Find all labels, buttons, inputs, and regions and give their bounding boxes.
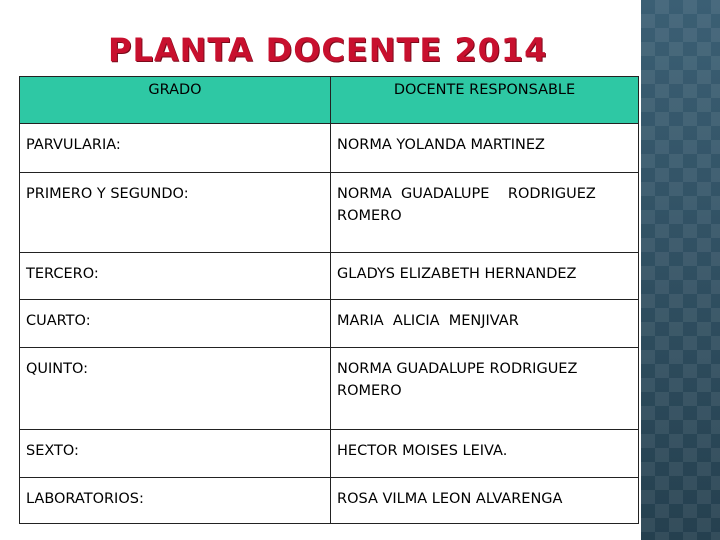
grado-text: PRIMERO Y SEGUNDO: xyxy=(26,186,189,202)
grado-text: SEXTO: xyxy=(26,443,79,459)
docente-text: GLADYS ELIZABETH HERNANDEZ xyxy=(337,266,577,282)
docente-cell xyxy=(331,300,639,348)
table-row xyxy=(20,478,639,524)
grado-cell xyxy=(20,300,331,348)
docente-text: NORMA GUADALUPE RODRIGUEZ ROMERO xyxy=(337,186,596,224)
table-row xyxy=(20,253,639,300)
grado-cell xyxy=(20,253,331,300)
grado-text: QUINTO: xyxy=(26,361,89,377)
grado-text: CUARTO: xyxy=(26,313,91,329)
table-row xyxy=(20,173,639,253)
docente-cell xyxy=(331,173,639,253)
docente-text: MARIA ALICIA MENJIVAR xyxy=(337,313,519,329)
grado-cell xyxy=(20,348,331,430)
docente-cell xyxy=(331,430,639,478)
column-header-grado: GRADO xyxy=(20,77,331,124)
grado-cell xyxy=(20,173,331,253)
grado-cell xyxy=(20,478,331,524)
table-row xyxy=(20,124,639,173)
grado-cell xyxy=(20,124,331,173)
docente-cell xyxy=(331,478,639,524)
staff-table xyxy=(19,76,639,524)
grado-text: PARVULARIA: xyxy=(26,137,121,153)
docente-text: NORMA GUADALUPE RODRIGUEZ ROMERO xyxy=(337,361,578,399)
table-header-row xyxy=(20,77,639,124)
grado-text: TERCERO: xyxy=(26,266,99,282)
docente-cell xyxy=(331,124,639,173)
grado-cell xyxy=(20,430,331,478)
table-row xyxy=(20,300,639,348)
docente-text: NORMA YOLANDA MARTINEZ xyxy=(337,137,545,153)
table-row xyxy=(20,430,639,478)
decorative-side-panel xyxy=(641,0,720,540)
grado-text: LABORATORIOS: xyxy=(26,491,144,507)
docente-text: HECTOR MOISES LEIVA. xyxy=(337,443,508,459)
table-row xyxy=(20,348,639,430)
page-title: PLANTA DOCENTE 2014 xyxy=(108,31,548,69)
docente-text: ROSA VILMA LEON ALVARENGA xyxy=(337,491,563,507)
column-header-docente: DOCENTE RESPONSABLE xyxy=(331,77,639,124)
docente-cell xyxy=(331,253,639,300)
docente-cell xyxy=(331,348,639,430)
